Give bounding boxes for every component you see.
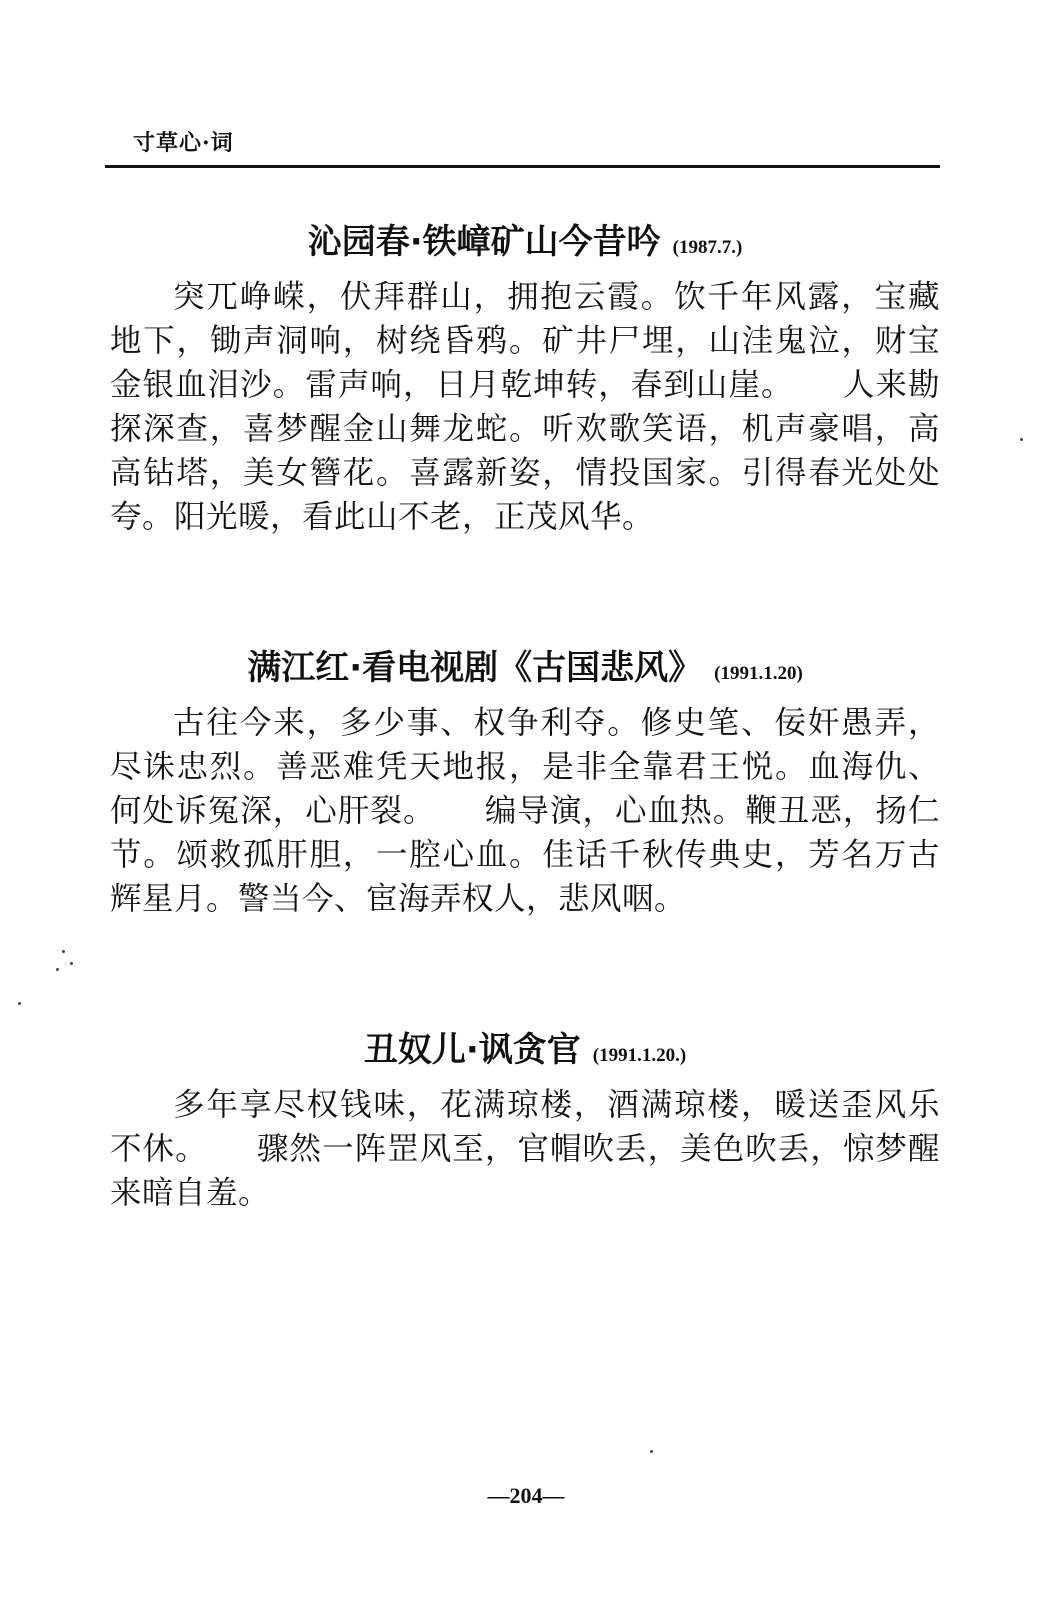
poem-body: 突兀峥嵘，伏拜群山，拥抱云霞。饮千年风露，宝藏地下，锄声洞响，树绕昏鸦。矿井尸埋，山洼鬼泣，财宝金银血泪沙。雷声响，日月乾坤转，春到山崖。 人来勘探深查，喜梦醒金山舞龙蛇。听欢歌笑语，机声豪唱，高高钻塔，美女簪花。喜露新姿，情投国家。引得春光处处夸。阳光暖，看此山不老，正茂风华。: [110, 279, 940, 535]
poem-title: [110, 214, 940, 263]
scan-speck: [70, 962, 73, 965]
header-rule: [105, 165, 940, 168]
poem-title-text: 满江红·看电视剧《古国悲风》: [247, 648, 703, 688]
scan-speck: [62, 950, 65, 953]
poem-1: [110, 214, 940, 539]
poem-title-text: 沁园春·铁嶂矿山今昔吟: [307, 222, 661, 262]
scan-speck: [18, 1002, 21, 1005]
poem-title: [110, 640, 940, 689]
page-number: —204—: [487, 1483, 565, 1508]
poem-date: (1991.1.20.): [592, 1045, 687, 1066]
poem-body: 古往今来，多少事、权争利夺。修史笔、佞奸愚弄，尽诛忠烈。善恶难凭天地报，是非全靠君王悦。血海仇、何处诉冤深，心肝裂。 编导演，心血热。鞭丑恶，扬仁节。颂救孤肝胆，一腔心血。佳话千秋传典史，芳名万古辉星月。警当今、宦海弄权人，悲风咽。: [110, 705, 940, 917]
poem-2: [110, 640, 940, 921]
running-header: 寸草心·词: [133, 130, 234, 156]
scan-speck: [56, 968, 59, 971]
poem-date: (1991.1.20): [714, 663, 803, 684]
poem-date: (1987.7.): [672, 237, 743, 258]
scan-speck: [650, 1450, 653, 1453]
poem-3: [110, 1022, 940, 1215]
scan-speck: [1020, 438, 1023, 441]
poem-title: [110, 1022, 940, 1071]
poem-title-text: 丑奴儿·讽贪官: [363, 1030, 581, 1070]
poem-body: 多年享尽权钱味，花满琼楼，酒满琼楼，暖送歪风乐不休。 骤然一阵罡风至，官帽吹丢，美色吹丢，惊梦醒来暗自羞。: [110, 1087, 940, 1211]
